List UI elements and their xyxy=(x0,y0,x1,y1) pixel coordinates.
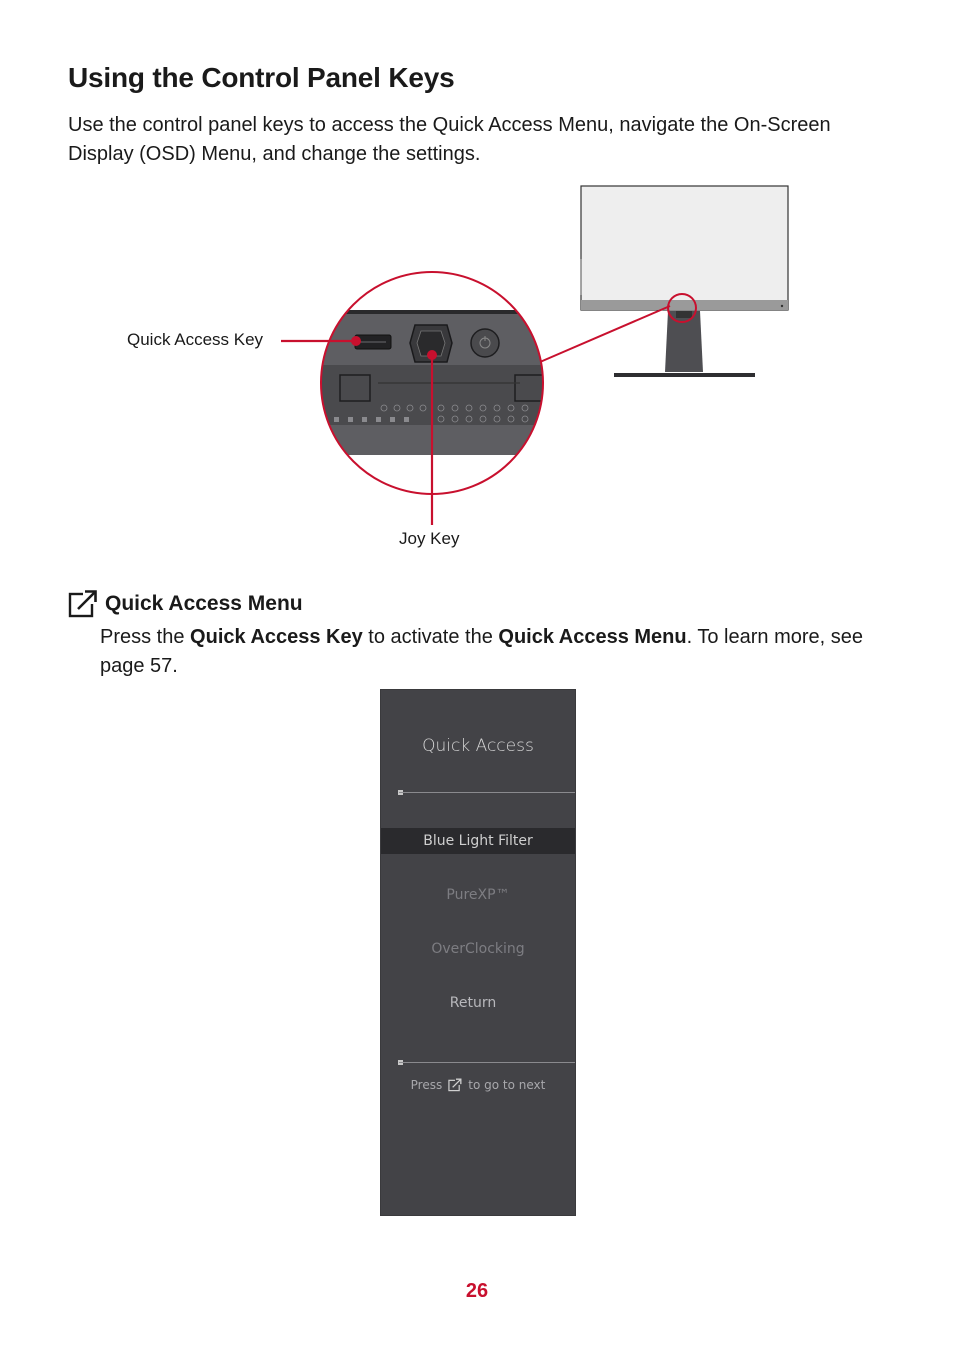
zoomed-control-panel xyxy=(315,265,555,505)
quick-access-key-label: Quick Access Key xyxy=(127,330,264,349)
osd-quick-access-menu xyxy=(380,689,576,1216)
bold-quick-access-menu: Quick Access Menu xyxy=(498,626,687,648)
osd-item-overclocking[interactable]: OverClocking xyxy=(431,941,525,957)
osd-hint-prefix: Press xyxy=(410,1078,443,1092)
text-fragment: Press the xyxy=(100,626,191,648)
intro-paragraph: Use the control panel keys to access the Quick Access Menu, navigate the On-Screen Display (OSD) Menu, and change the settings. xyxy=(68,114,831,165)
bold-quick-access-key: Quick Access Key xyxy=(190,626,363,648)
text-fragment: to activate the xyxy=(362,626,499,648)
control-panel-illustration xyxy=(0,175,954,575)
quick-access-key-marker xyxy=(351,336,361,346)
osd-item-purexp[interactable]: PureXP™ xyxy=(446,887,510,903)
text-fragment: . To learn more, see page 57. xyxy=(100,626,864,677)
page-number: 26 xyxy=(465,1280,489,1302)
quick-access-icon xyxy=(448,1078,462,1092)
quick-access-heading-text: Quick Access Menu xyxy=(105,592,303,615)
quick-access-icon xyxy=(68,589,98,619)
joy-key-label: Joy Key xyxy=(399,529,460,548)
quick-access-heading xyxy=(68,588,303,620)
quick-access-description xyxy=(100,623,890,681)
monitor-illustration xyxy=(581,186,788,377)
joy-key-marker xyxy=(427,350,437,360)
osd-item-blue-light-filter[interactable]: Blue Light Filter xyxy=(381,828,575,854)
page-title: Using the Control Panel Keys xyxy=(68,62,455,93)
osd-hint xyxy=(381,1078,575,1092)
zoom-connector-line xyxy=(540,306,670,362)
control-panel-diagram xyxy=(0,175,954,575)
osd-title: Quick Access xyxy=(422,736,534,756)
osd-item-return[interactable]: Return xyxy=(449,995,497,1011)
osd-divider xyxy=(399,792,575,793)
osd-divider xyxy=(399,1062,575,1063)
osd-hint-suffix: to go to next xyxy=(468,1078,546,1092)
